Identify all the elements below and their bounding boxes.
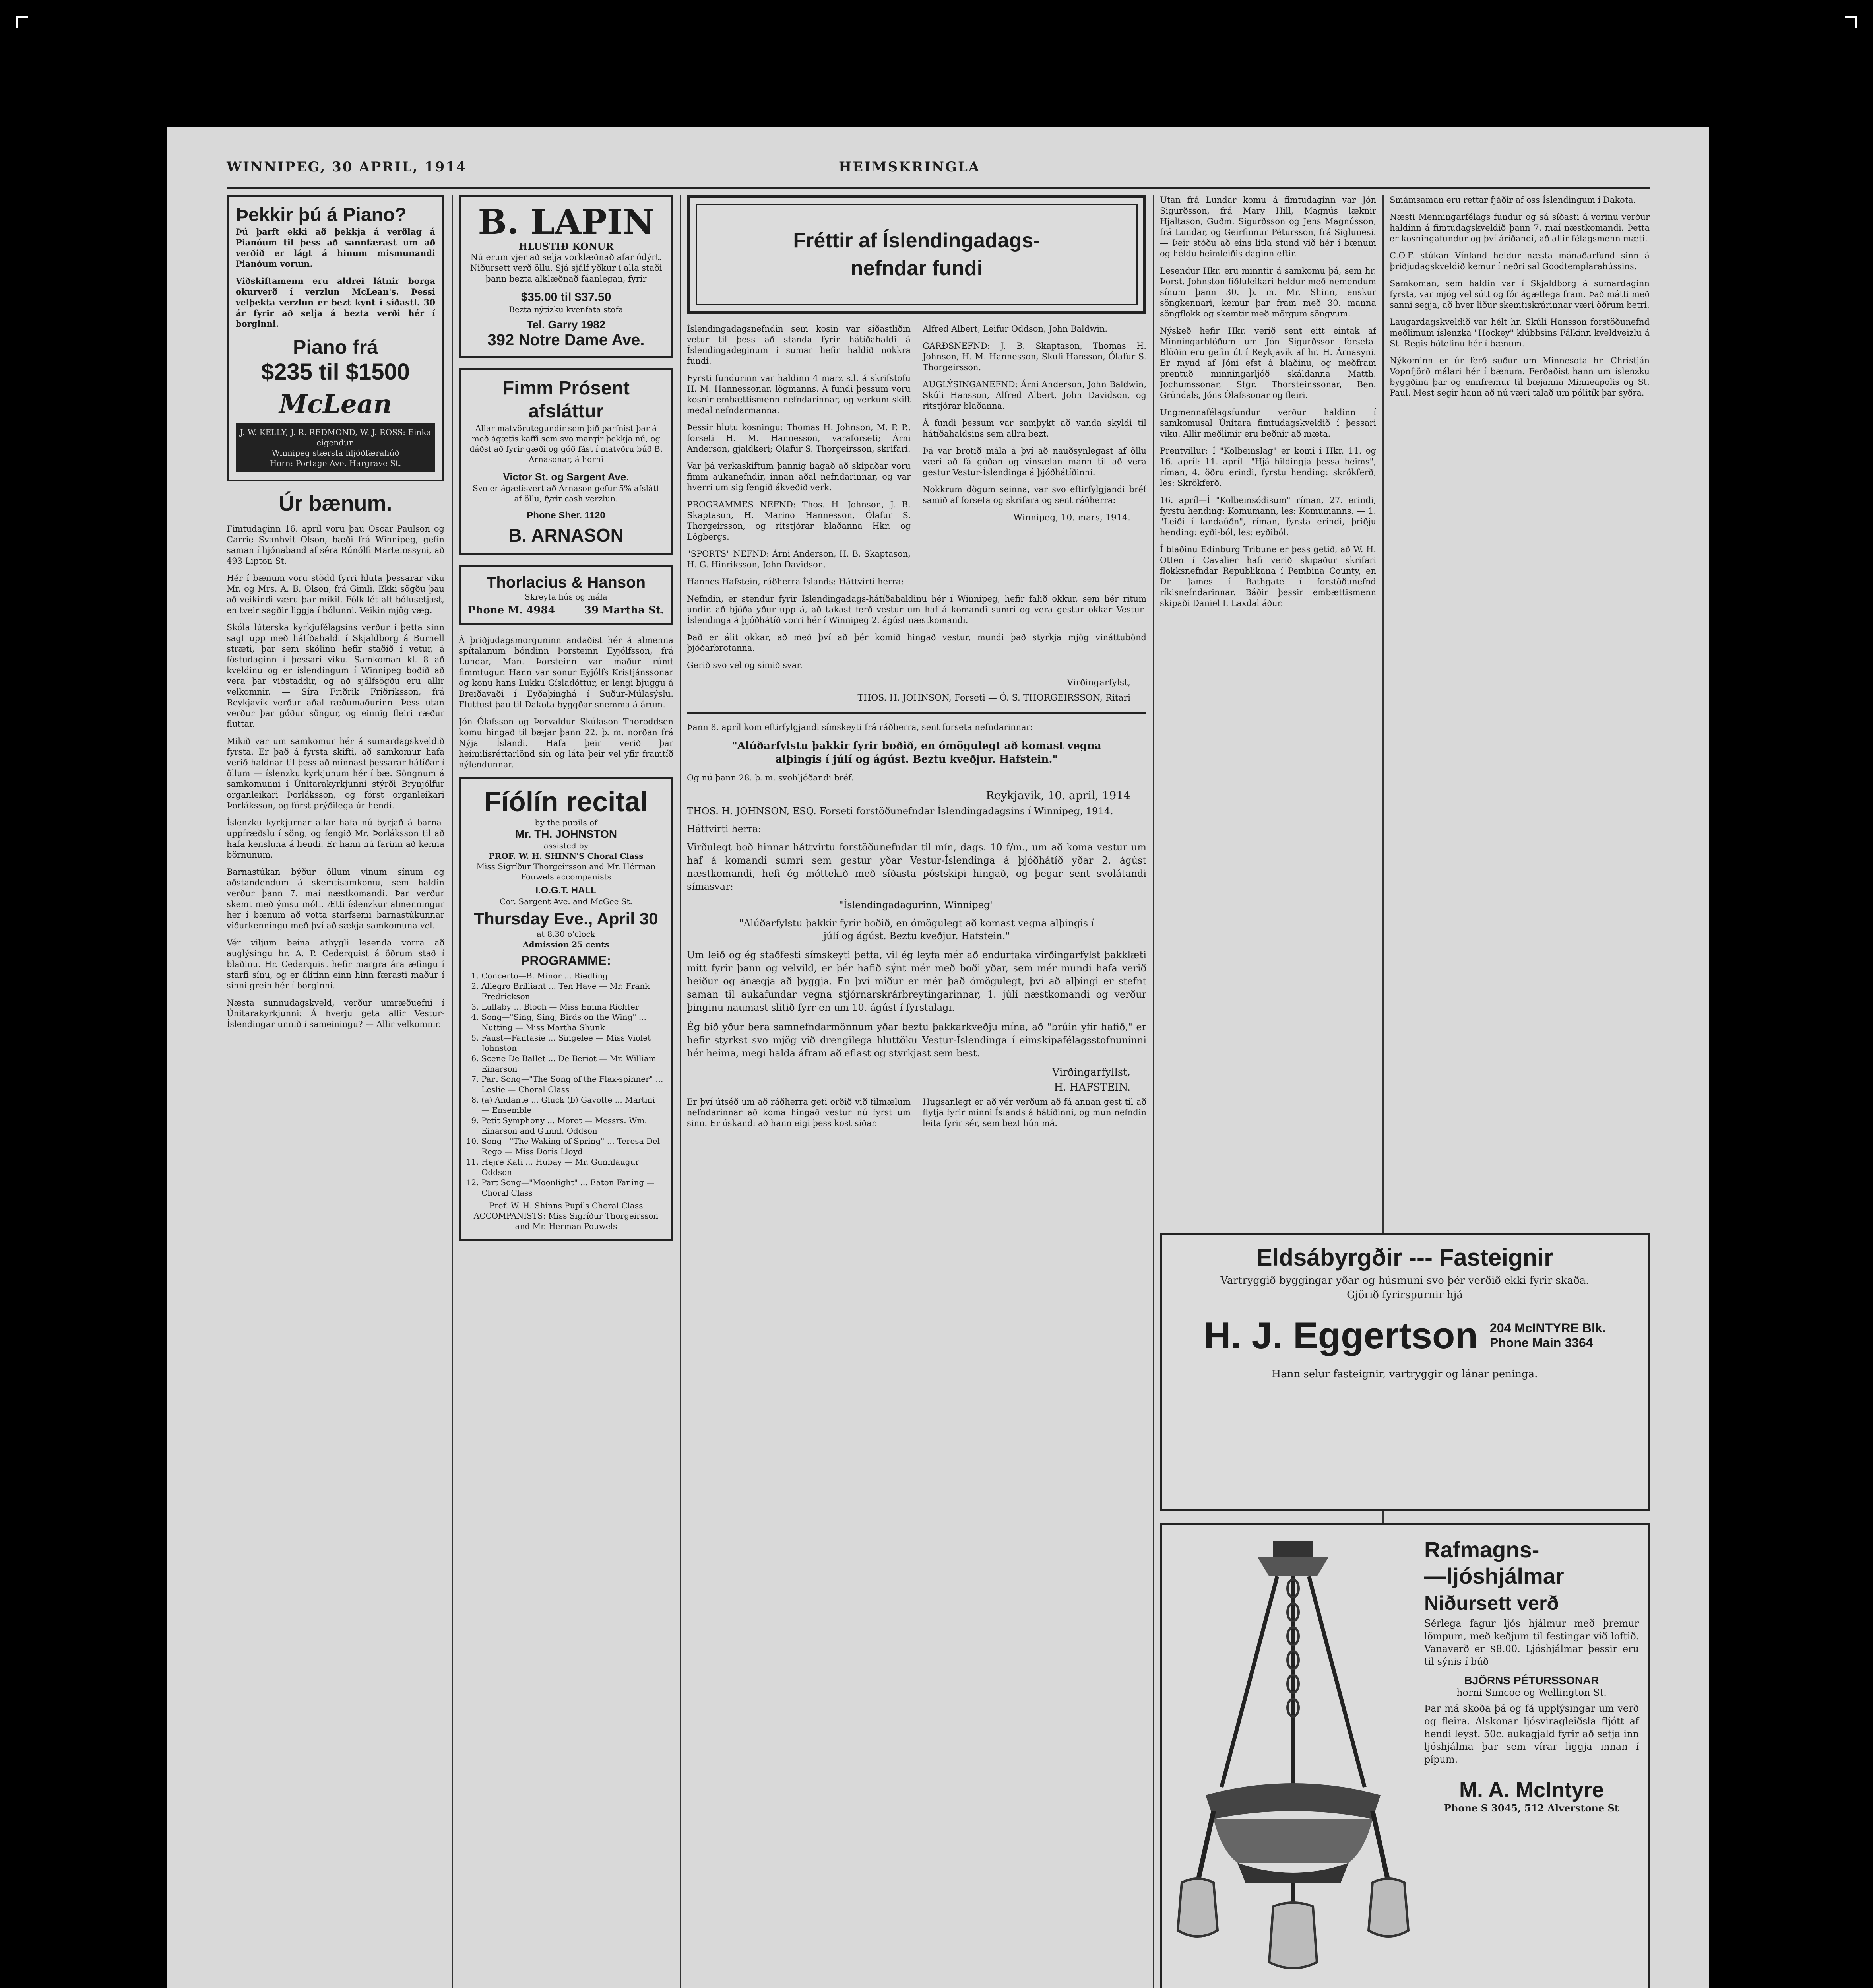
news-item: Jón Ólafsson og Þorvaldur Skúlason Thoroddsen komu hingað til bæjar þann 22. þ. m. norðan frá Nýja Íslandi. Hafa þeir verið þar heimilisréttarlönd sín og láta þeir vel yfir framtíð nýlendunnar. (459, 717, 673, 769)
letter2-addressee: THOS. H. JOHNSON, ESQ. Forseti forstöðunefndar Íslendingadagsins í Winnipeg, 1914. (687, 806, 1113, 817)
thorlacius-phone: Phone M. 4984 (468, 604, 555, 616)
letter1-body-3: Gerið svo vel og símið svar. (687, 660, 803, 670)
lapin-body: Nú erum vjer að selja vorklæðnað afar ódýrt. Niðursett verð öllu. Sjá sjálf yðkur í alla staði þann bezta alklæðnað fáanlegan, fyrir (470, 252, 662, 283)
page-header (227, 159, 1650, 189)
programme-item: 8. (a) Andante ... Gluck (b) Gavotte ... Martini — Ensemble (481, 1095, 664, 1115)
lapin-sub: HLUSTIÐ KONUR (518, 241, 614, 252)
eggertson-phone: Phone Main 3364 (1489, 1336, 1593, 1350)
piano-advertisement (227, 195, 444, 481)
header-dateline: WINNIPEG, 30 APRIL, 1914 (227, 159, 467, 175)
mcintyre-title-1: Rafmagns- (1424, 1537, 1540, 1562)
news-paragraph: Var þá verkaskiftum þannig hagað að skipaðar voru fimm aukanefndir, innan aðal nefndarinnar, og var hverri um sig fengið ákveðið verk. (687, 461, 911, 492)
divider (687, 712, 1146, 714)
thorlacius-advertisement (459, 565, 673, 625)
recital-venue-address: Cor. Sargent Ave. and McGee St. (500, 897, 632, 906)
news-paragraph: Fyrsti fundurinn var haldinn 4 marz s.l. á skrifstofu H. M. Hannessonar, lögmanns. Á fundi þessum voru kosnir embættismenn nefndarinnar, og verkum skift meðal nefndarmanna. (687, 373, 911, 415)
piano-price-range: $235 til $1500 (261, 359, 410, 385)
chandelier-icon (1174, 1533, 1412, 1988)
news-item: Nýskeð hefir Hkr. verið sent eitt eintak af Minningarblöðum um Jón Sigurðsson forseta. Blöðin eru gefin út í Reykjavík af hr. H. Árnasyni. Er mynd af Jóni efst á blaðinu, og meðfram prentuð minningarljóð skáldanna Matth. Jochumssonar, Stgr. Thorsteinssonar, Ben. Gröndals, Jóns Ólafssonar og fleiri. (1160, 326, 1376, 400)
news-paragraph: Er því útséð um að ráðherra geti orðið við tilmælum nefndarinnar að koma hingað vestur nú fyrst um sinn. Er óskandi að hann eigi þess kost síðar. (687, 1097, 911, 1128)
news-item: Íslenzku kyrkjurnar allar hafa nú byrjað á barna-uppfræðslu í söng, og fengið Mr. Þorláksson til að hafa kensluna á hendi. Er hann nú farinn að kenna börnunum. (227, 818, 444, 860)
arnason-street: Victor St. og Sargent Ave. (503, 471, 629, 483)
mcintyre-title-3: Niðursett verð (1424, 1592, 1559, 1614)
programme-item: 2. Allegro Brilliant ... Ten Have — Mr. Frank Fredrickson (481, 981, 664, 1002)
news-paragraph: Þessir hlutu kosningu: Thomas H. Johnson, M. P. P., forseti H. M. Hannesson, varaforseti; Árni Anderson, gjaldkeri; Ólafur S. Thorgeirsson, skrifari. (687, 423, 911, 454)
news-item: Í blaðinu Edinburg Tribune er þess getið, að W. H. Otten í Cavalier hafi verið skipaður skrifari flokksnefndar Republikana í Pembina County, en Dr. James í Bathgate í forstöðunefnd ríkisnefndarinnar. Báðir þessir embættismenn skipaði Daniel I. Laxdal áður. (1160, 545, 1376, 608)
telegram-text: "Alúðarfylstu þakkir fyrir boðið, en ómögulegt að komast vegna alþingis í júlí og ágúst. Beztu kveðjur. Hafstein." (732, 740, 1101, 765)
mclean-logo: McLean (279, 389, 392, 419)
lapin-advertisement (459, 195, 673, 358)
letter2-date: Reykjavik, 10. april, 1914 (986, 789, 1130, 802)
news-paragraph: Þá var brotið mála á því að nauðsynlegast af öllu væri að fá góðan og vinsælan mann til að vera gestur Vestur-Íslendinga á þjóðhátíðinni. (923, 446, 1146, 477)
programme-item: 7. Part Song—"The Song of the Flax-spinner" ... Leslie — Choral Class (481, 1074, 664, 1095)
letter2-cable-heading: "Íslendingadagurinn, Winnipeg" (839, 899, 995, 911)
recital-venue: I.O.G.T. HALL (535, 885, 597, 896)
news-paragraph: GARÐSNEFND: J. B. Skaptason, Thomas H. Johnson, H. M. Hannesson, Skuli Hansson, Ólafur S. Thorgeirsson. (923, 341, 1146, 372)
letter1-body-2: Það er álit okkar, að með því að þér komið hingað vestur, mundi það styrkja mjög vináttubönd þjóðarbrotanna. (687, 633, 1146, 653)
news-item: Barnastúkan býður öllum vinum sínum og aðstandendum á skemtisamkomu, sem haldin verður þann 7. maí næstkomandi. Þar verður skemt með ýmsu móti. Ætti íslenzkur almenningur hér í bænum að votta starfsemi barnastúkunnar viðurkenningu með því að sækja samkomuna vel. (227, 867, 444, 930)
recital-by: by the pupils of (535, 818, 597, 827)
recital-assisted: assisted by (543, 841, 589, 850)
programme-title: PROGRAMME: (521, 953, 611, 968)
mcintyre-store: BJÖRNS PÉTURSSONAR (1464, 1674, 1599, 1687)
eggertson-advertisement (1160, 1233, 1650, 1511)
news-headline-box (687, 195, 1146, 314)
recital-teacher: Mr. TH. JOHNSTON (515, 828, 617, 840)
column-rule (1153, 195, 1154, 1988)
news-item: Næsta sunnudagskveld, verður umræðuefni í Únitarakyrkjunni: Á hverju geta allir Vestur-Íslendingar unnið í sameiningu? — Allir velkomnir. (227, 998, 444, 1029)
arnason-title: Fimm Prósent afsláttur (502, 378, 630, 422)
film-corner-top-right (1845, 16, 1857, 28)
programme-item: 12. Part Song—"Moonlight" ... Eaton Faning — Choral Class (481, 1177, 664, 1198)
news-item: Hér í bænum voru stödd fyrri hluta þessarar viku Mr. og Mrs. A. B. Olson, frá Gimli. Ekki sögðu þau að veikindi væru þar mikil. Fólk lét alt bólusetjast, en tveir sagðir liggja í bólunni. Veikin mjög væg. (227, 573, 444, 615)
mcintyre-body-2: Þar má skoða þá og fá upplýsingar um verð og fleira. Alskonar ljósviragleiðsla fljótt af hendi leyst. 50c. aukagjald fyrir að setja inn ljóshjálma þar sem vírar liggja innan í pípum. (1424, 1703, 1639, 1765)
column-3 (687, 195, 1146, 1988)
film-corner-top-left (16, 16, 28, 28)
news-item: Smámsaman eru rettar fjáðir af oss Íslendingum í Dakota. (1390, 195, 1636, 205)
news-item: Vér viljum beina athygli lesenda vorra að auglýsingu hr. A. P. Cederquist á öðrum stað í blaðinu. Hr. Cederquist hefir margra ára æfingu í starfi sínu, og er álitinn einn hinn færasti maður í sinni grein hér í borginni. (227, 938, 444, 990)
mcintyre-phone: Phone S 3045, 512 Alverstone St (1444, 1802, 1619, 1814)
programme-item: 1. Concerto—B. Minor ... Riedling (481, 971, 664, 981)
recital-choral: PROF. W. H. SHINN'S Choral Class (489, 851, 644, 861)
mcintyre-title-2: —ljóshjálmar (1424, 1563, 1564, 1588)
news-item: C.O.F. stúkan Vínland heldur næsta mánaðarfund sinn á þriðjudagskveldið kemur í neðri sal Goodtemplarahússins. (1390, 251, 1650, 271)
programme-item: 11. Hejre Kati ... Hubay — Mr. Gunnlaugur Oddson (481, 1157, 664, 1177)
piano-body-2: Viðskiftamenn eru aldrei látnir borga okurverð í verzlun McLean's. Þessi velþekta verzlun er bezt kynt í síðastl. 30 ár fyrir að selja á bezta verði hér í borginni. (236, 276, 435, 329)
programme-item: 10. Song—"The Waking of Spring" ... Teresa Del Rego — Miss Doris Lloyd (481, 1136, 664, 1157)
news-item: Fimtudaginn 16. apríl voru þau Oscar Paulson og Carrie Svanhvit Olson, bæði frá Winnipeg, gefin saman í hjónaband af séra Rúnólfi Marteinssyni, að 493 Lipton St. (227, 524, 444, 566)
letter2-paragraph: Um leið og ég staðfesti símskeyti þetta, vil ég leyfa mér að endurtaka virðingarfylst þakklæti mitt fyrir þann og velvild, er þér hafið sýnt mér með boði yðar, sem mér mundi hafa verið heiður og ánægja að þyggja. En því miður er mér það ómögulegt, því að alþingi er stefnt saman til aukafundar vegna stjórnarskrárbreytingarinnar, 1. júlí næstkomandi og verður þinginu naumast slitið fyrr en um 10. ágúst í fyrstalagi. (687, 949, 1146, 1013)
recital-accompanists: Miss Sigríður Thorgeirsson and Mr. Hérman Fouwels accompanists (476, 862, 656, 881)
piano-store: Winnipeg stærsta hljóðfærahúð (271, 448, 399, 458)
lapin-price: $35.00 til $37.50 (521, 291, 611, 304)
recital-advertisement (459, 777, 673, 1241)
news-item: Laugardagskveldið var hélt hr. Skúli Hansson forstöðunefnd meðlimum íslenzka "Hockey" klúbbsins Fálkinn kveldveizlu á St. Regis hótelinu hér í bænum. (1390, 317, 1650, 348)
mcintyre-body: Sérlega fagur ljós hjálmur með þremur lömpum, með keðjum til festingar við loftið. Vanaverð er $8.00. Ljóshjálmar þessir eru til sýnis í búð (1424, 1618, 1639, 1667)
news-item: 16. apríl—Í "Kolbeinsódisum" ríman, 27. erindi, fyrstu hending: Komumann, les: Komumanns. — 1. "Leiði í landaúðn", ríman, fyrsta erindi, þriðju hending: eyði-ból, les: eyðiból. (1160, 495, 1376, 537)
programme-closing: Prof. W. H. Shinns Pupils Choral Class ACCOMPANISTS: Miss Sigríður Thorgeirsson and Mr. Herman Pouwels (473, 1201, 659, 1231)
news-item: Mikið var um samkomur hér á sumardagskveldið fyrsta. Er það á fyrsta skifti, að samkomur hafa verið haldnar til þess að minnast þessarar hátíðar í öllum — íslenzku kyrkjunum hér í bæ. Söngnum á samkomunni í Únitarakyrkjunni stýrði Brynjólfur organleikari Þorláksson, og fórst organleikari Þorláksson, og fórst prýðilega úr hendi. (227, 736, 444, 810)
mcintyre-advertisement (1160, 1523, 1650, 1988)
news-paragraph: Á fundi þessum var samþykt að vanda skyldi til hátíðahaldsins sem allra bezt. (923, 418, 1146, 439)
programme-item: 5. Faust—Fantasie ... Singelee — Miss Violet Johnston (481, 1033, 664, 1053)
news-right-column (923, 324, 1146, 577)
mcintyre-text (1424, 1537, 1639, 1814)
letter2-cable: "Alúðarfylstu þakkir fyrir boðið, en ómögulegt að komast vegna alþingis í júlí og ágúst. Beztu kveðjur. Hafstein." (739, 918, 1094, 942)
mcintyre-store-address: horni Simcoe og Wellington St. (1456, 1687, 1607, 1698)
eggertson-name: H. J. Eggertson (1204, 1314, 1478, 1356)
piano-body: Þú þarft ekki að þekkja á verðlag á Pianóum til þess að sannfærast um að verðið er lágt á hinum mismunandi Pianóum vorum. (236, 227, 435, 269)
piano-owners: J. W. KELLY, J. R. REDMOND, W. J. ROSS: Einka eigendur. (240, 427, 431, 447)
letter1-addressee: Hannes Hafstein, ráðherra Íslands: Háttvirti herra: (687, 577, 904, 586)
eggertson-address: 204 McINTYRE Blk. (1489, 1321, 1606, 1335)
news-paragraph: AUGLÝSINGANEFND: Árni Anderson, John Baldwin, Skúli Hansson, Alfred Albert, John Davidson, og ritstjórar blaðanna. (923, 380, 1146, 411)
column-rule (680, 195, 681, 1988)
news-paragraph: "SPORTS" NEFND: Árni Anderson, H. B. Skaptason, H. G. Hinriksson, John Davidson. (687, 549, 911, 569)
news-paragraph: Hugsanlegt er að vér verðum að fá annan gest til að flytja fyrir minni Íslands á hátíðinni, og mun nefndin leita fyrir sér, sem bezt hún má. (923, 1097, 1146, 1128)
programme-item: 6. Scene De Ballet ... De Beriot — Mr. William Einarson (481, 1053, 664, 1074)
arnason-phone: Phone Sher. 1120 (527, 510, 605, 521)
news-paragraph: Íslendingadagsnefndin sem kosin var síðastliðin vetur til þess að standa fyrir hátíðahaldi á Íslendingadeginum í sumar hefir haldið nokkra fundi. (687, 324, 911, 366)
eggertson-body: Vartryggið byggingar yðar og húsmuni svo þér verðið ekki fyrir skaða. Gjörið fyrirspurnir hjá (1220, 1275, 1589, 1301)
arnason-note: Svo er ágætisvert að Arnason gefur 5% afslátt af öllu, fyrir cash verzlun. (472, 483, 660, 503)
letter2-paragraph: Ég bið yður bera samnefndarmönnum yðar beztu þakkarkveðju mína, að "brúin yfir hafið," er hefir styrkst svo mjög við drengilega hluttöku Vestur-Íslendinga í eimskipafélagsstofnuninni hér heima, megi halda áfram að eflast og styrkjast sem best. (687, 1021, 1146, 1059)
lapin-note: Bezta nýtízku kvenfata stofa (509, 305, 623, 314)
news-paragraph: Nokkrum dögum seinna, var svo eftirfylgjandi bréf samið af forseta og skrifara og sent ráðherra: (923, 485, 1146, 505)
letter-date: Winnipeg, 10. mars, 1914. (1013, 513, 1130, 523)
recital-date: Thursday Eve., April 30 (474, 909, 658, 928)
news-left-column (687, 324, 911, 577)
eggertson-title: Eldsábyrgðir --- Fasteignir (1256, 1244, 1553, 1271)
chandelier-illustration (1170, 1533, 1416, 1988)
thorlacius-sub: Skreyta hús og mála (525, 592, 607, 602)
recital-admission: Admission 25 cents (523, 940, 609, 949)
letter1-regards: Virðingarfylst, (1067, 678, 1130, 688)
newspaper-page (167, 127, 1709, 1988)
recital-time: at 8.30 o'clock (537, 929, 595, 939)
news-paragraph: Alfred Albert, Leifur Oddson, John Baldwin. (923, 324, 1108, 334)
piano-headline: Þekkir þú á Piano? (236, 204, 407, 225)
programme-item: 3. Lullaby ... Bloch — Miss Emma Richter (481, 1002, 664, 1012)
news-item: Prentvillur: Í "Kolbeinslag" er komi í Hkr. 11. og 16. apríl: 11. apríl—"Hjá hildingja þessa heims", ríman, 4. öðru erindi, fyrstu hending: skrökferð, les: Skrökferð. (1160, 446, 1376, 488)
news-item: Skóla lúterska kyrkjufélagsins verður í þetta sinn sagt upp með hátíðahaldi í Skjaldborg á Burnell stræti, þar sem skólinn hefir staðið í vetur, á föstudaginn í þessari viku. Samkoman kl. 8 að kveldinu og er íslendingum í Winnipeg boðið að vera þar viðstaddir, og að sjálfsögðu eru allir velkomnir. — Síra Friðrik Friðriksson, frá Reykjavík verður aðal ræðumaðurinn. Þess utan verður þar góður söngur, og einnig fleiri ræður fluttar. (227, 623, 444, 729)
ur-baenum-title: Úr bænum. (279, 491, 392, 515)
header-masthead: HEIMSKRINGLA (839, 159, 981, 175)
programme-item: 4. Song—"Sing, Sing, Birds on the Wing" ... Nutting — Miss Martha Shunk (481, 1012, 664, 1033)
programme-item: 9. Petit Symphony ... Moret — Messrs. Wm. Einarson and Gunnl. Oddson (481, 1115, 664, 1136)
arnason-name: B. ARNASON (508, 525, 624, 546)
telegram-intro: Þann 8. apríl kom eftirfylgjandi símskeyti frá ráðherra, sent forseta nefndarinnar: (687, 722, 1033, 732)
letter2-greeting: Háttvirti herra: (687, 823, 762, 835)
lapin-name: B. LAPIN (478, 202, 654, 242)
news-item: Samkoman, sem haldin var í Skjaldborg á sumardaginn fyrsta, var mjög vel sótt og fór ágætlega fram. Það mátti með sanni segja, að hver liður skemtiskrárinnar væri öðrum betri. (1390, 279, 1650, 310)
news-item: Lesendur Hkr. eru minntir á samkomu þá, sem hr. Þorst. Johnston fiðluleikari heldur með nemendum sínum þann 30. þ. m. Mr. Shinn, enskur söngkennari, kemur þar fram með 30. manna söngflokk og skemtir með mörgum söngvum. (1160, 266, 1376, 318)
news-item: Nýkominn er úr ferð suður um Minnesota hr. Christján Vopnfjörð málari hér í bænum. Ferðaðist hann um íslenzku byggðina þar og ennfremur til bæjanna Minneapolis og St. Paul. Mest segir hann að nú væri talað um pólitík þar syðra. (1390, 356, 1650, 398)
arnason-body: Allar matvörutegundir sem þið parfnist þar á með ágætis kaffi sem svo margir þekkja nú, og dáðst að fyrir gæði og góð fást í matvöru búð B. Arnasonar, á horni (469, 423, 663, 464)
letter1-signers: THOS. H. JOHNSON, Forseti — Ó. S. THORGEIRSSON, Ritari (857, 693, 1130, 703)
news-item: Næsti Menningarfélags fundur og sá síðasti á vorinu verður haldinn á fimtudagskveldið þann 7. maí næstkomandi. Þetta er kosningafundur og því áríðandi, að allir félagsmenn mæti. (1390, 212, 1650, 243)
column-2 (459, 195, 673, 1988)
programme-list (468, 971, 664, 1198)
thorlacius-address: 39 Martha St. (584, 604, 664, 616)
eggertson-note: Hann selur fasteignir, vartryggir og lánar peninga. (1272, 1368, 1538, 1380)
news-footer-columns (687, 1097, 1146, 1135)
news-paragraph: PROGRAMMES NEFND: Thos. H. Johnson, J. B. Skaptason, H. Marino Hannesson, Ólafur S. Thorgeirsson, og ritstjórar blaðanna Hkr. og Lögbergs. (687, 500, 911, 542)
piano-price-label: Piano frá (293, 336, 378, 358)
news-item: Ungmennafélagsfundur verður haldinn í samkomusal Únitara fimtudagskveldið í þessari viku. Allir meðlimir eru beðnir að mæta. (1160, 408, 1376, 439)
letter2-close: Virðingarfyllst, (1052, 1066, 1130, 1078)
news-item: Á þriðjudagsmorguninn andaðist hér á almenna spítalanum bóndinn Þorsteinn Eyjólfsson, frá Lundar, Man. Þorsteinn var maður rúmt fimmtugur. Hann var sonur Eyjólfs Kristjánssonar og konu hans Lukku Gísladóttur, er lengi bjuggu á Breiðavaði í Eyðaþinghá í Suður-Múlasýslu. Fluttust þau til Dakota byggðar snemma á árum. (459, 635, 673, 709)
column-1 (227, 195, 444, 1988)
letter2-paragraph: Virðulegt boð hinnar háttvirtu forstöðunefndar til mín, dags. 10 f/m., um að koma vestur um haf á komandi sumri sem gestur yðar Vestur-Íslendinga á þjóðhátíð yðar 2. ágúst næstkomandi, hefi ég móttekið með síðasta póstskipi hingað, og þegar sent svolátandi símasvar: (687, 842, 1146, 892)
news-item: Utan frá Lundar komu á fimtudaginn var Jón Sigurðsson, frá Mary Hill, Magnús læknir Hjaltason, Guðm. Sigurðsson og Jens Magnússon, frá Lundar, og Geirfinnur Pétursson, frá Siglunesi. — Þeir stóðu að eins litla stund við hér í bænum og héldu heimleiðis daginn eftir. (1160, 195, 1376, 258)
mcintyre-name: M. A. McIntyre (1459, 1778, 1604, 1802)
lapin-address: 392 Notre Dame Ave. (487, 331, 645, 349)
news-headline: Fréttir af Íslendingadags-nefndar fundi (793, 229, 1040, 280)
letter1-body: Nefndin, er stendur fyrir Íslendingadags-hátíðahaldinu hér í Winnipeg, hefir falið okkur, sem hér ritum undir, að bjóða yður upp á, að takast ferð vestur um haf á komandi sumri og vera gestur okkar Vestur-Íslendinga á þjóðhátíð vorri hér í Winnipeg 2. ágúst næstkomandi. (687, 594, 1146, 625)
recital-title: Fíólín recital (484, 786, 648, 817)
lapin-phone: Tel. Garry 1982 (526, 318, 606, 331)
thorlacius-name: Thorlacius & Hanson (486, 574, 646, 591)
letter2-signature: H. HAFSTEIN. (1054, 1081, 1130, 1093)
piano-address: Horn: Portage Ave. Hargrave St. (270, 458, 401, 468)
news-two-column (687, 324, 1146, 577)
column-rule (452, 195, 453, 1988)
arnason-advertisement (459, 368, 673, 555)
letter2-intro: Og nú þann 28. þ. m. svohljóðandi bréf. (687, 773, 854, 782)
